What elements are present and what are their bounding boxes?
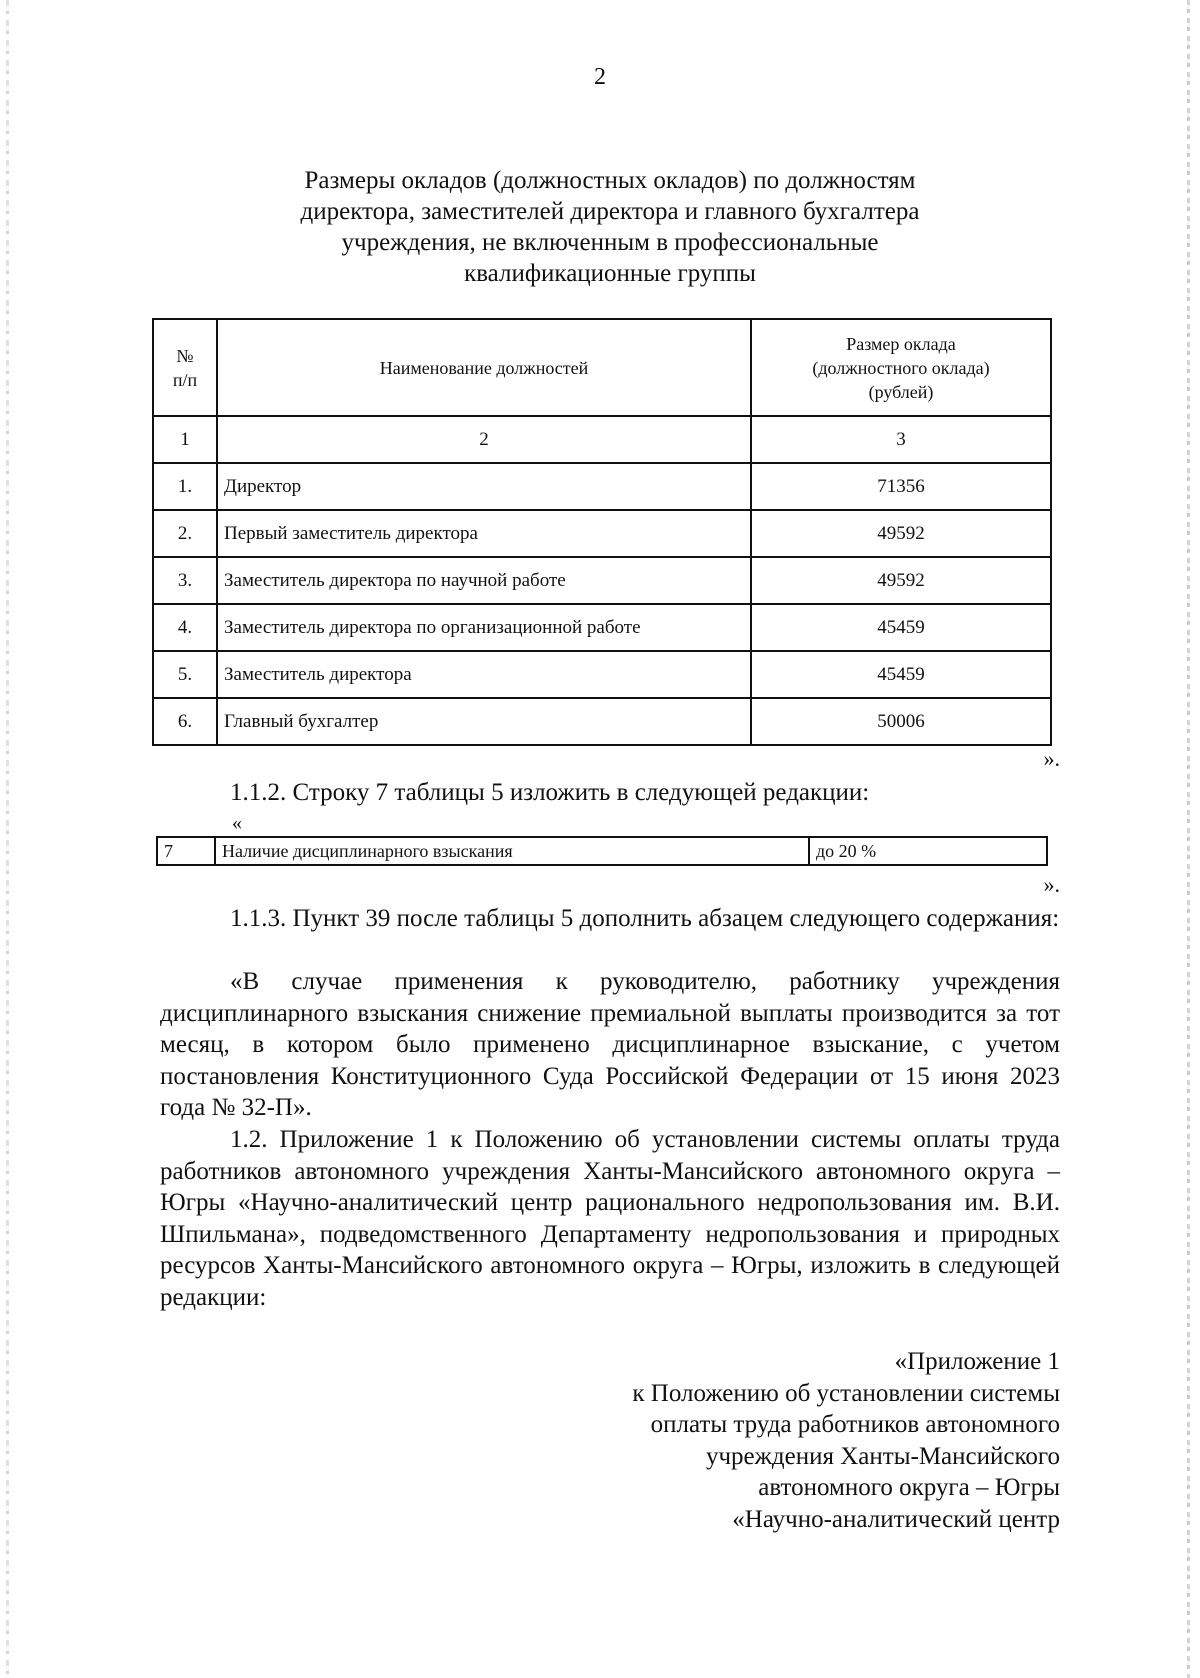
row-number: 3.: [153, 557, 217, 604]
row-number: 5.: [153, 651, 217, 698]
header-salary: Размер оклада (должностного оклада) (рублей): [751, 319, 1051, 416]
closing-quote: ».: [1043, 746, 1060, 771]
appendix-line: «Научно-аналитический центр: [732, 1505, 1060, 1533]
criterion-value: до 20 %: [809, 837, 1047, 865]
table-row: [153, 651, 1051, 698]
salary-table: [152, 318, 1052, 746]
title-line: квалификационные группы: [464, 260, 756, 287]
salary-value: 45459: [751, 651, 1051, 698]
paragraph-1-2: 1.2. Приложение 1 к Положению об установлении системы оплаты труда работников автономного учреждения Ханты-Мансийского автономного округа – Югры «Научно-аналитический центр рационального недропользования им. В.И. Шпильмана», подведомственного Департаменту недропользования и природных ресурсов Ханты-Мансийского автономного округа – Югры, изложить в следующей редакции:: [160, 1126, 1060, 1311]
table-row: [153, 604, 1051, 651]
title-line: учреждения, не включенным в профессиональные: [341, 229, 879, 256]
row-number: 6.: [153, 698, 217, 745]
appendix-line: «Приложение 1: [894, 1348, 1060, 1375]
table-header-row: [153, 319, 1051, 416]
title-line: директора, заместителей директора и главного бухгалтера: [300, 198, 920, 225]
position-name: Директор: [217, 463, 751, 510]
section-title: [160, 165, 1060, 289]
appendix-line: к Положению об установлении системы: [632, 1379, 1060, 1407]
salary-value: 49592: [751, 510, 1051, 557]
header-number: № п/п: [153, 319, 217, 416]
salary-value: 71356: [751, 463, 1051, 510]
row-number: 1.: [153, 463, 217, 510]
opening-quote: «: [232, 812, 242, 834]
quoted-paragraph: «В случае применения к руководителю, работнику учреждения дисциплинарного взыскания снижение премиальной выплаты производится за тот месяц, в котором было применено дисциплинарное взыскание, с учетом постановления Конституционного Суда Российской Федерации от 15 июня 2023 года № 32-П».: [160, 968, 1060, 1121]
appendix-line: оплаты труда работников автономного: [650, 1411, 1060, 1438]
scan-edge-left: [6, 0, 9, 1678]
paragraph-1-1-3: 1.1.3. Пункт 39 после таблицы 5 дополнить абзацем следующего содержания:: [230, 905, 1060, 932]
position-name: Первый заместитель директора: [217, 510, 751, 557]
closing-quote: ».: [1043, 872, 1060, 897]
row-number: 7: [157, 837, 215, 865]
table-row: [153, 557, 1051, 604]
salary-value: 49592: [751, 557, 1051, 604]
row7-table: [156, 836, 1048, 866]
appendix-line: учреждения Ханты-Мансийского: [705, 1442, 1060, 1470]
table-row: [153, 698, 1051, 745]
appendix-line: автономного округа – Югры: [758, 1474, 1060, 1501]
position-name: Заместитель директора: [217, 651, 751, 698]
position-name: Главный бухгалтер: [217, 698, 751, 745]
column-number: 1: [153, 416, 217, 463]
paragraph-1-1-2: 1.1.2. Строку 7 таблицы 5 изложить в следующей редакции:: [230, 779, 870, 806]
table-row: [153, 510, 1051, 557]
salary-value: 50006: [751, 698, 1051, 745]
salary-value: 45459: [751, 604, 1051, 651]
scan-edge-right: [1187, 0, 1190, 1678]
title-line: Размеры окладов (должностных окладов) по должностям: [304, 167, 916, 194]
page-number: 2: [594, 64, 606, 90]
row-number: 2.: [153, 510, 217, 557]
appendix-header: [460, 1346, 1060, 1535]
header-position: Наименование должностей: [217, 319, 751, 416]
column-number: 2: [217, 416, 751, 463]
criterion-name: Наличие дисциплинарного взыскания: [215, 837, 809, 865]
position-name: Заместитель директора по научной работе: [217, 557, 751, 604]
position-name: Заместитель директора по организационной работе: [217, 604, 751, 651]
column-number: 3: [751, 416, 1051, 463]
column-number-row: [153, 416, 1051, 463]
table-row: [157, 837, 1047, 865]
table-row: [153, 463, 1051, 510]
row-number: 4.: [153, 604, 217, 651]
